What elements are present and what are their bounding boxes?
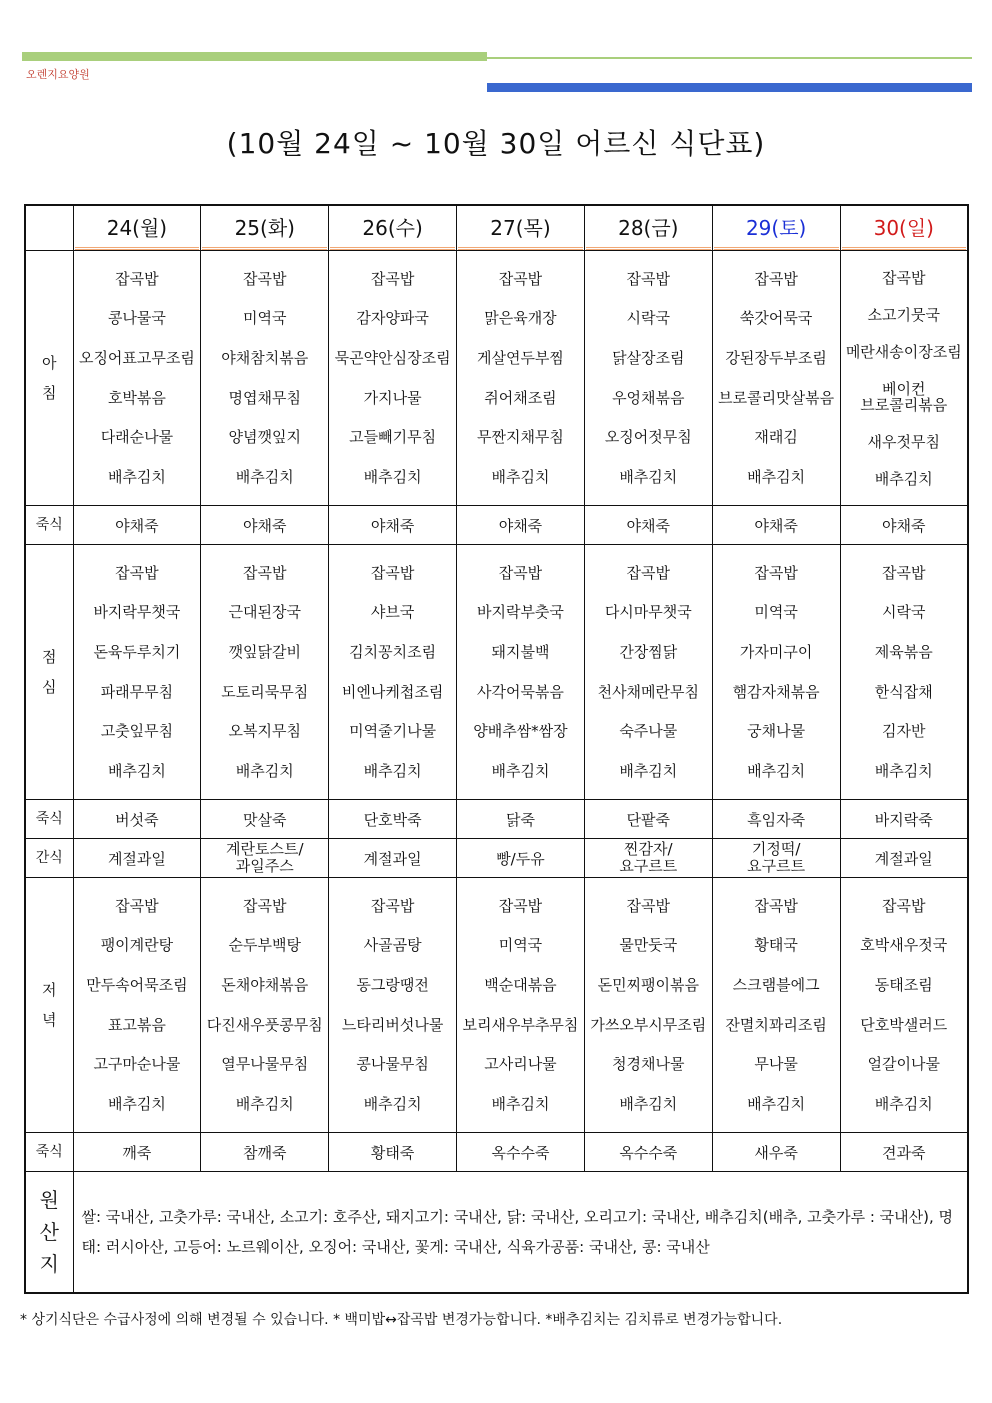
menu-item: 양념깻잎지 [228,428,301,447]
menu-item: 잡곡밥 [115,896,159,915]
lunch-cell [457,545,585,800]
snack-cell: 계절과일 [840,839,968,878]
menu-item: 잡곡밥 [882,896,926,915]
menu-item: 잡곡밥 [754,896,798,915]
lunch_porridge-cell: 바지락죽 [840,800,968,839]
lunch-cell [584,545,712,800]
menu-item: 배추김치 [363,468,422,487]
menu-item: 잡곡밥 [243,896,287,915]
day-header-row [25,205,968,251]
menu-item: 다시마무챗국 [604,603,692,622]
menu-item: 잡곡밥 [626,563,671,582]
menu-item: 배추김치 [363,1095,422,1114]
lunch-cell [712,545,840,800]
header-green-line [22,57,972,59]
day-label: 30(일) [842,206,966,250]
menu-item: 명엽채무침 [228,388,301,407]
menu-item: 바지락무챗국 [93,603,181,622]
lunch_porridge-cell: 단호박죽 [329,800,457,839]
menu-item: 배추김치 [363,762,422,781]
menu-item: 우엉채볶음 [612,388,685,407]
menu-item: 잡곡밥 [498,563,543,582]
menu-item: 새우젓무침 [867,432,940,451]
menu-item: 숙주나물 [619,722,678,741]
menu-item: 쑥갓어묵국 [739,309,813,328]
menu-item: 천사채메란무침 [597,682,700,701]
menu-item: 배추김치 [747,762,806,781]
breakfast_porridge-cell: 야채죽 [201,506,329,545]
menu-item: 잡곡밥 [754,563,798,582]
menu-item: 배추김치 [235,468,294,487]
day-header [201,205,329,251]
day-label: 24(월) [75,206,200,250]
menu-item: 미역국 [754,603,798,622]
menu-item: 배추김치 [874,762,933,781]
origin-text: 쌀: 국내산, 고춧가루: 국내산, 소고기: 호주산, 돼지고기: 국내산, 닭: 국내산, 오리고기: 국내산, 배추김치(배추, 고춧가루 : 국내산), 명태: 러시아산, 고등어: 노르웨이산, 오징어: 국내산, 꽃게: 국내산, 식육가공품: 국내산, 콩: 국내산 [73,1172,968,1294]
menu-item: 물만둣국 [619,936,678,955]
menu-item: 김치꽁치조림 [349,643,437,662]
breakfast_porridge-cell: 야채죽 [329,506,457,545]
snack-cell: 빵/두유 [457,839,585,878]
menu-item: 다래순나물 [100,428,174,447]
breakfast-cell [73,251,201,506]
menu-item: 잡곡밥 [370,269,415,288]
day-header [840,205,968,251]
menu-item: 청경채나물 [612,1055,685,1074]
day-label: 27(목) [458,206,583,250]
menu-item: 열무나물무침 [221,1055,309,1074]
breakfast_porridge-cell: 야채죽 [840,506,968,545]
header-blue-bar [487,83,972,92]
snack-label: 간식 [25,839,73,878]
snack-cell: 계란토스트/ 과일주스 [201,839,329,878]
menu-item: 근대된장국 [228,603,301,622]
organization-name: 오렌지요양원 [26,68,90,81]
menu-item: 오징어표고무조림 [78,349,195,368]
day-header [584,205,712,251]
breakfast_porridge-cell: 야채죽 [457,506,585,545]
lunch_porridge-cell: 흑임자죽 [712,800,840,839]
menu-item: 시락국 [882,603,926,622]
menu-item: 스크램블에그 [732,976,820,995]
menu-item: 순두부백탕 [228,936,301,955]
lunch-cell [840,545,968,800]
menu-item: 오징어젓무침 [604,428,692,447]
snack-cell: 기정떡/ 요구르트 [712,839,840,878]
menu-item: 양배추쌈*쌈장 [473,722,568,741]
snack-cell: 계절과일 [73,839,201,878]
menu-item: 고들빼기무침 [349,428,437,447]
dinner_porridge-cell: 새우죽 [712,1133,840,1172]
menu-item: 게살연두부찜 [476,349,564,368]
menu-item: 쥐어채조림 [484,388,557,407]
menu-item: 잡곡밥 [243,269,287,288]
menu-item: 잡곡밥 [498,269,543,288]
dinner_porridge-cell: 견과죽 [840,1133,968,1172]
dinner-cell [201,878,329,1133]
menu-item: 가지나물 [363,388,422,407]
lunch-label: 점 심 [25,545,73,800]
day-label: 26(수) [330,206,455,250]
lunch_porridge-cell: 버섯죽 [73,800,201,839]
dinner_porridge-cell: 깨죽 [73,1133,201,1172]
menu-item: 도토리묵무침 [221,682,309,701]
menu-item: 파래무무침 [100,682,174,701]
breakfast-cell [840,251,968,506]
menu-item: 야채참치볶음 [221,349,309,368]
menu-item: 강된장두부조림 [725,349,827,368]
menu-item: 잡곡밥 [626,269,671,288]
menu-item: 제육볶음 [874,643,933,662]
menu-item: 샤브국 [370,603,415,622]
menu-item: 배추김치 [107,468,166,487]
menu-item: 고춧잎무침 [100,722,174,741]
menu-item: 황태국 [754,936,798,955]
menu-item: 닭살장조림 [612,349,685,368]
menu-item: 배추김치 [491,468,550,487]
origin-row [25,1172,968,1294]
menu-item: 얼갈이나물 [867,1055,940,1074]
menu-item: 배추김치 [491,1095,550,1114]
dinner_porridge-cell: 황태죽 [329,1133,457,1172]
dinner-cell [584,878,712,1133]
weekly-menu-table [24,204,969,1294]
menu-item: 간장찜닭 [619,643,678,662]
menu-item: 가자미구이 [739,643,813,662]
dinner_porridge-cell: 옥수수죽 [584,1133,712,1172]
breakfast-label: 아 침 [25,251,73,506]
menu-item: 깻잎닭갈비 [228,643,301,662]
menu-item: 보리새우부추무침 [462,1015,579,1034]
dinner-cell [712,878,840,1133]
menu-item: 가쓰오부시무조림 [590,1015,707,1034]
menu-item: 사골곰탕 [363,936,422,955]
dinner-row [25,878,968,1133]
menu-item: 배추김치 [619,762,678,781]
dinner-label: 저 녁 [25,878,73,1133]
menu-item: 고구마순나물 [93,1055,181,1074]
breakfast_porridge-cell: 야채죽 [584,506,712,545]
breakfast_porridge-cell: 야채죽 [712,506,840,545]
menu-item: 재래김 [754,428,798,447]
menu-item: 베이컨 브로콜리볶음 [860,379,948,414]
dinner-cell [73,878,201,1133]
menu-item: 표고볶음 [107,1015,166,1034]
day-header [712,205,840,251]
menu-item: 팽이계란탕 [100,936,174,955]
menu-item: 배추김치 [107,762,166,781]
breakfast-cell [584,251,712,506]
menu-item: 배추김치 [491,762,550,781]
menu-item: 감자양파국 [356,309,429,328]
origin-label: 원 산 지 [25,1172,73,1294]
day-header [73,205,201,251]
menu-item: 무나물 [754,1055,798,1074]
menu-item: 오복지무침 [228,722,301,741]
menu-item: 브로콜리맛살볶음 [718,388,835,407]
dinner_porridge-label: 죽식 [25,1133,73,1172]
snack-row [25,839,968,878]
menu-item: 돈민찌팽이볶음 [597,976,700,995]
menu-item: 잡곡밥 [626,896,671,915]
menu-item: 잡곡밥 [115,563,159,582]
menu-item: 콩나물국 [107,309,166,328]
lunch_porridge-cell: 단팥죽 [584,800,712,839]
day-label: 28(금) [586,206,711,250]
menu-item: 만두속어묵조림 [86,976,188,995]
page-title: (10월 24일 ~ 10월 30일 어르신 식단표) [226,127,766,160]
menu-item: 백순대볶음 [484,976,557,995]
menu-item: 배추김치 [619,1095,678,1114]
menu-item: 동그랑땡전 [356,976,429,995]
menu-item: 배추김치 [619,468,678,487]
lunch-cell [201,545,329,800]
breakfast-row [25,251,968,506]
menu-item: 미역줄기나물 [349,722,437,741]
menu-item: 돈채야채볶음 [221,976,309,995]
menu-item: 잔멸치꽈리조림 [725,1015,827,1034]
menu-item: 한식잡채 [874,682,933,701]
lunch_porridge-row [25,800,968,839]
dinner_porridge-row [25,1133,968,1172]
breakfast-cell [329,251,457,506]
day-header [329,205,457,251]
menu-item: 김자반 [882,722,926,741]
menu-item: 배추김치 [747,1095,806,1114]
menu-item: 잡곡밥 [115,269,159,288]
lunch-row [25,545,968,800]
menu-item: 바지락부춧국 [476,603,564,622]
menu-item: 배추김치 [874,469,933,488]
menu-item: 잡곡밥 [243,563,287,582]
menu-item: 사각어묵볶음 [476,682,564,701]
menu-item: 시락국 [626,309,671,328]
dinner_porridge-cell: 참깨죽 [201,1133,329,1172]
breakfast-cell [457,251,585,506]
menu-item: 돼지불백 [491,643,550,662]
dinner-cell [329,878,457,1133]
menu-item: 배추김치 [235,762,294,781]
menu-item: 잡곡밥 [498,896,543,915]
dinner_porridge-cell: 옥수수죽 [457,1133,585,1172]
menu-item: 호박새우젓국 [860,936,948,955]
menu-item: 잡곡밥 [754,269,798,288]
menu-item: 궁채나물 [747,722,806,741]
menu-item: 햄감자채볶음 [732,682,820,701]
breakfast-cell [201,251,329,506]
menu-item: 메란새송이장조림 [845,342,962,361]
lunch-cell [73,545,201,800]
lunch-cell [329,545,457,800]
menu-item: 무짠지채무침 [476,428,564,447]
menu-item: 잡곡밥 [370,896,415,915]
dinner-cell [457,878,585,1133]
corner-cell [25,205,73,251]
day-header [457,205,585,251]
menu-item: 미역국 [498,936,543,955]
menu-item: 소고기뭇국 [867,305,940,324]
lunch_porridge-cell: 맛살죽 [201,800,329,839]
menu-item: 배추김치 [107,1095,166,1114]
snack-cell: 찐감자/ 요구르트 [584,839,712,878]
menu-item: 잡곡밥 [882,268,926,287]
menu-item: 잡곡밥 [882,563,926,582]
snack-cell: 계절과일 [329,839,457,878]
menu-item: 잡곡밥 [370,563,415,582]
menu-item: 배추김치 [235,1095,294,1114]
lunch_porridge-cell: 닭죽 [457,800,585,839]
breakfast_porridge-row [25,506,968,545]
menu-item: 동태조림 [874,976,933,995]
menu-item: 맑은육개장 [484,309,557,328]
menu-item: 배추김치 [874,1095,933,1114]
menu-item: 미역국 [243,309,287,328]
breakfast-cell [712,251,840,506]
menu-item: 단호박샐러드 [860,1015,948,1034]
menu-item: 다진새우풋콩무침 [206,1015,323,1034]
menu-item: 고사리나물 [484,1055,557,1074]
menu-item: 콩나물무침 [356,1055,429,1074]
footnote: * 상기식단은 수급사정에 의해 변경될 수 있습니다. * 백미밥↔잡곡밥 변경가능합니다. *배추김치는 김치류로 변경가능합니다. [20,1312,783,1328]
dinner-cell [840,878,968,1133]
breakfast_porridge-cell: 야채죽 [73,506,201,545]
menu-item: 묵곤약안심장조림 [334,349,451,368]
breakfast_porridge-label: 죽식 [25,506,73,545]
lunch_porridge-label: 죽식 [25,800,73,839]
menu-item: 호박볶음 [107,388,166,407]
menu-item: 비엔나케첩조림 [341,682,444,701]
day-label: 25(화) [202,206,327,250]
menu-item: 배추김치 [747,468,806,487]
menu-item: 느타리버섯나물 [341,1015,444,1034]
day-label: 29(토) [714,206,839,250]
menu-item: 돈육두루치기 [93,643,181,662]
